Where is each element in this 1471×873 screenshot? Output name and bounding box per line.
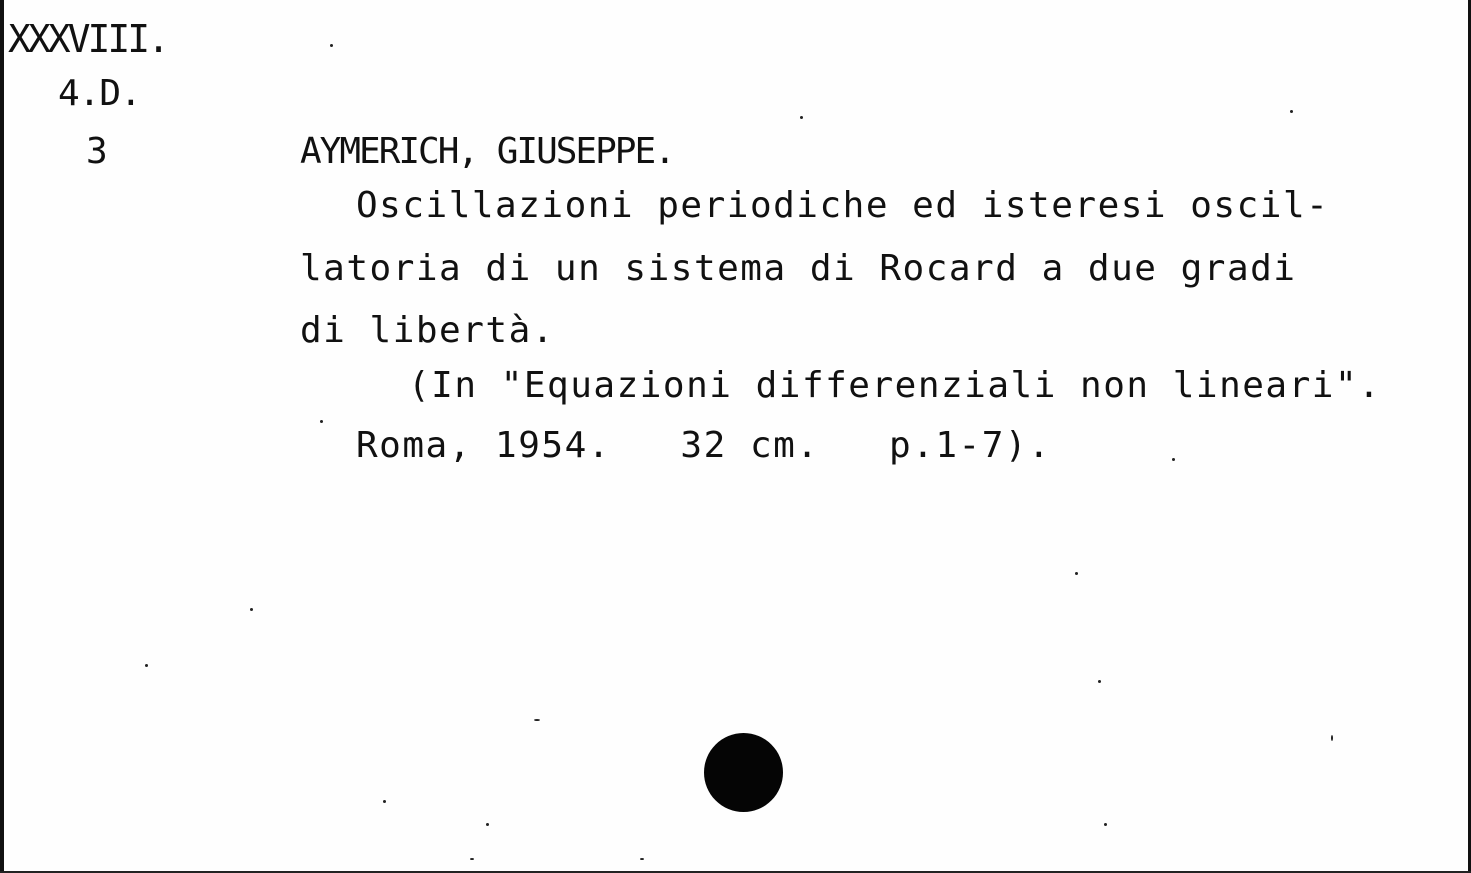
dust-speck — [640, 858, 644, 860]
punch-hole — [704, 733, 783, 812]
series-note-line-1: (In "Equazioni differenziali non lineari". — [408, 365, 1382, 406]
dust-speck — [800, 116, 803, 119]
dust-speck — [1331, 735, 1333, 741]
author-heading: AYMERICH, GIUSEPPE. — [300, 131, 674, 172]
dust-speck — [330, 44, 333, 47]
dust-speck — [145, 664, 148, 667]
dust-speck — [470, 858, 474, 860]
dust-speck — [1172, 458, 1175, 461]
title-line-2: latoria di un sistema di Rocard a due gradi — [300, 248, 1297, 289]
dust-speck — [486, 823, 489, 826]
call-number-subclass: 4.D. — [58, 73, 141, 114]
call-number-class: XXXVIII. — [8, 17, 168, 61]
dust-speck — [1098, 680, 1101, 683]
title-line-1: Oscillazioni periodiche ed isteresi oscil- — [356, 185, 1330, 226]
card-left-edge — [0, 0, 4, 873]
dust-speck — [250, 608, 253, 611]
dust-speck — [383, 800, 386, 803]
dust-speck — [320, 420, 323, 423]
call-number-item: 3 — [86, 131, 108, 172]
dust-speck — [1290, 110, 1293, 113]
dust-speck — [1075, 572, 1078, 575]
dust-speck — [1104, 823, 1107, 826]
dust-speck — [534, 719, 540, 721]
series-note-line-2: Roma, 1954. 32 cm. p.1-7). — [356, 425, 1052, 466]
title-line-3: di libertà. — [300, 310, 555, 351]
